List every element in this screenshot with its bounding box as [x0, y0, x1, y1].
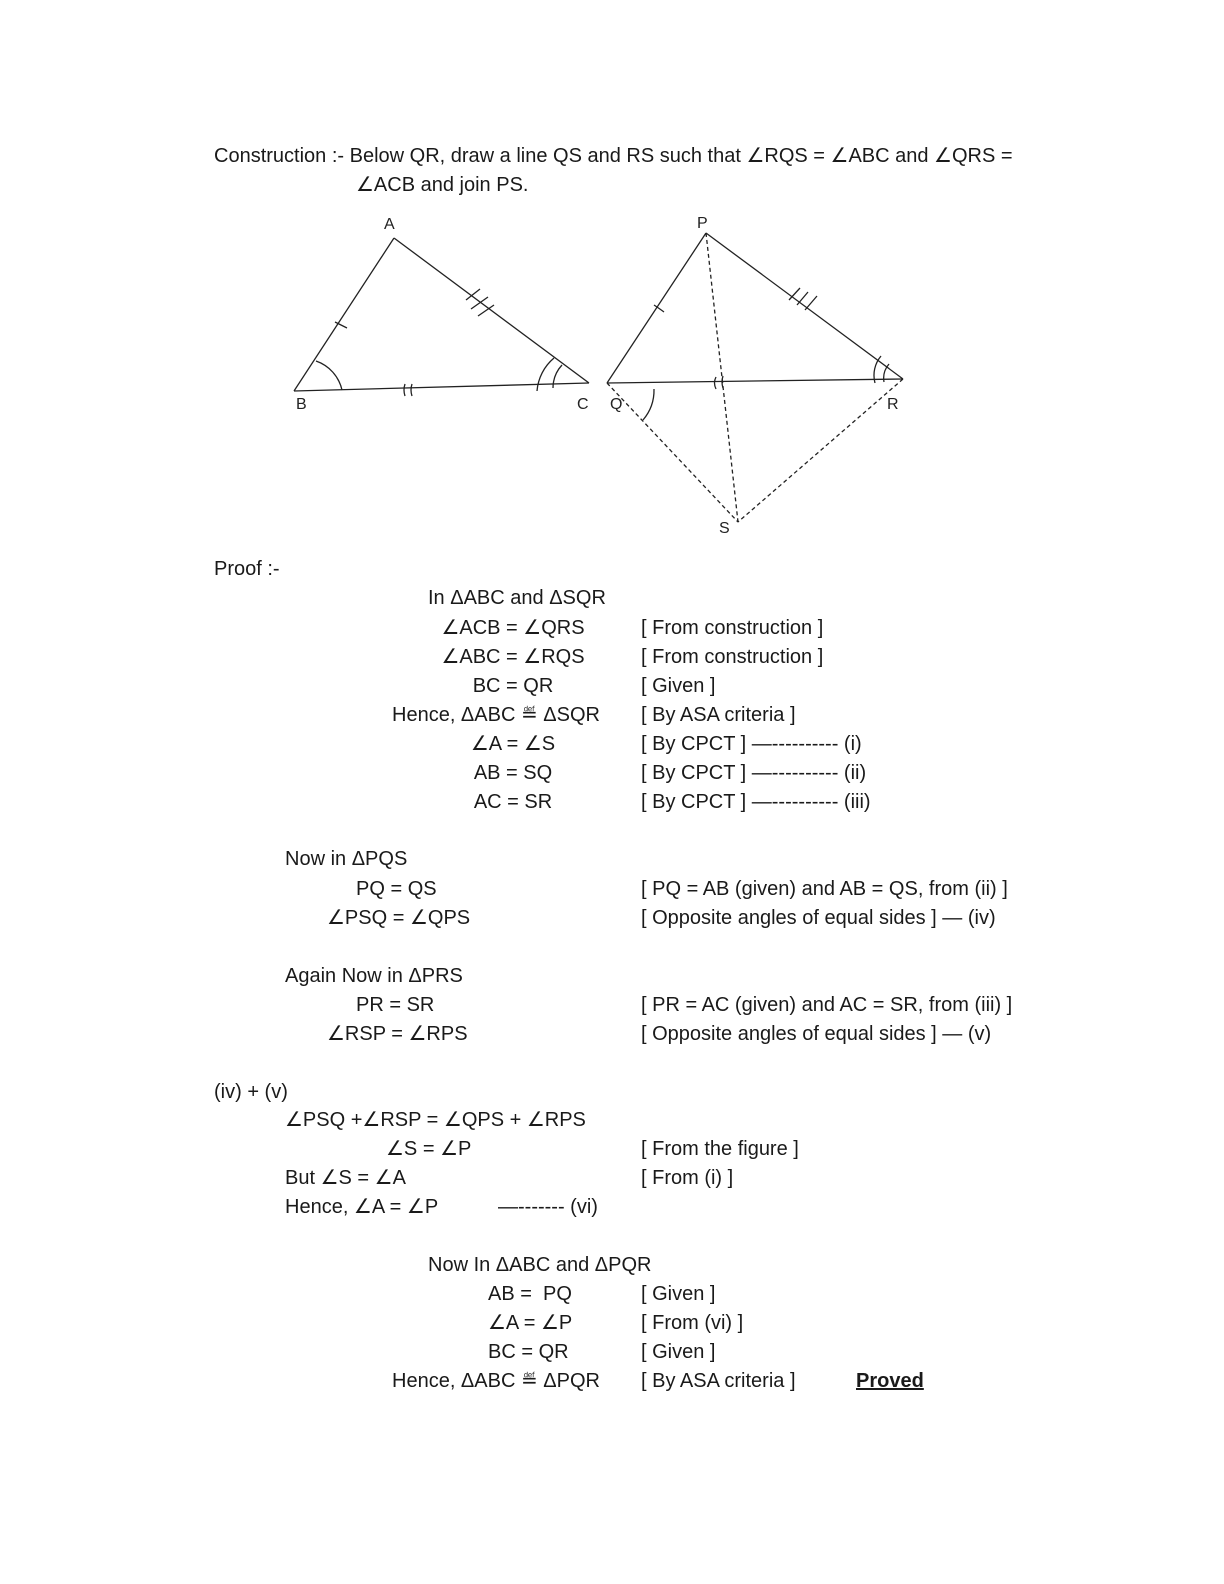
part2-stmt-0: PQ = QS — [356, 878, 437, 900]
proof-heading: Proof :- — [214, 558, 280, 580]
label-q: Q — [610, 396, 623, 413]
part5-intro: Now In ΔABC and ΔPQR — [428, 1254, 652, 1276]
part1-stmt-5: AB = SQ — [473, 762, 553, 784]
part1-reason-4: [ By CPCT ] —---------- (i) — [641, 733, 862, 755]
part1-reason-5: [ By CPCT ] —---------- (ii) — [641, 762, 867, 784]
part1-reason-3: [ By ASA criteria ] — [641, 704, 796, 726]
part4-hence-tag: —------- (vi) — [498, 1196, 598, 1218]
part3-stmt-1: ∠RSP = ∠RPS — [327, 1023, 468, 1045]
part1-reason-2: [ Given ] — [641, 675, 716, 697]
label-c: C — [577, 396, 589, 413]
part2-reason-1: [ Opposite angles of equal sides ] — (iv) — [641, 907, 996, 929]
label-p: P — [697, 215, 708, 232]
part1-reason-6: [ By CPCT ] —---------- (iii) — [641, 791, 871, 813]
construction-line-1: Construction :- Below QR, draw a line QS and RS such that ∠RQS = ∠ABC and ∠QRS = — [214, 145, 1013, 167]
part5-stmt-2: BC = QR — [488, 1341, 569, 1363]
part1-stmt-2: BC = QR — [472, 675, 554, 697]
part3-stmt-0: PR = SR — [356, 994, 435, 1016]
part1-stmt-0: ∠ACB = ∠QRS — [441, 617, 585, 639]
part5-reason-0: [ Given ] — [641, 1283, 716, 1305]
part5-reason-3: [ By ASA criteria ] — [641, 1370, 796, 1392]
part5-stmt-3: Hence, ΔABC ≝ ΔPQR — [392, 1370, 600, 1392]
part1-reason-1: [ From construction ] — [641, 646, 824, 668]
part3-reason-0: [ PR = AC (given) and AC = SR, from (iii) ] — [641, 994, 1013, 1016]
part4-sum: ∠PSQ +∠RSP = ∠QPS + ∠RPS — [285, 1109, 586, 1131]
label-b: B — [296, 396, 307, 413]
part4-but-reason: [ From (i) ] — [641, 1167, 734, 1189]
label-a: A — [384, 216, 395, 233]
part5-reason-1: [ From (vi) ] — [641, 1312, 744, 1334]
part4-s-eq-p: ∠S = ∠P — [386, 1138, 472, 1160]
construction-dashed-lines — [607, 233, 903, 522]
part2-reason-0: [ PQ = AB (given) and AB = QS, from (ii) ] — [641, 878, 1008, 900]
part3-intro: Again Now in ΔPRS — [285, 965, 463, 987]
part4-intro: (iv) + (v) — [214, 1081, 288, 1103]
part1-stmt-3: Hence, ΔABC ≝ ΔSQR — [392, 704, 600, 726]
label-r: R — [887, 396, 899, 413]
triangle-figure — [0, 0, 1224, 560]
part1-stmt-1: ∠ABC = ∠RQS — [441, 646, 585, 668]
part1-reason-0: [ From construction ] — [641, 617, 824, 639]
part5-stmt-0: AB = PQ — [488, 1283, 572, 1305]
part1-intro: In ΔABC and ΔSQR — [428, 587, 606, 609]
proved-label: Proved — [856, 1370, 924, 1392]
part5-stmt-1: ∠A = ∠P — [488, 1312, 573, 1334]
part4-hence: Hence, ∠A = ∠P — [285, 1196, 439, 1218]
triangle-abc — [294, 238, 589, 396]
part2-stmt-1: ∠PSQ = ∠QPS — [327, 907, 471, 929]
construction-line-2: ∠ACB and join PS. — [356, 174, 529, 196]
part1-stmt-6: AC = SR — [473, 791, 553, 813]
part4-but: But ∠S = ∠A — [285, 1167, 406, 1189]
part4-s-eq-p-reason: [ From the figure ] — [641, 1138, 799, 1160]
triangle-pqr — [607, 233, 903, 420]
part5-reason-2: [ Given ] — [641, 1341, 716, 1363]
label-s: S — [719, 520, 730, 537]
part3-reason-1: [ Opposite angles of equal sides ] — (v) — [641, 1023, 992, 1045]
part2-intro: Now in ΔPQS — [285, 848, 408, 870]
part1-stmt-4: ∠A = ∠S — [470, 733, 556, 755]
